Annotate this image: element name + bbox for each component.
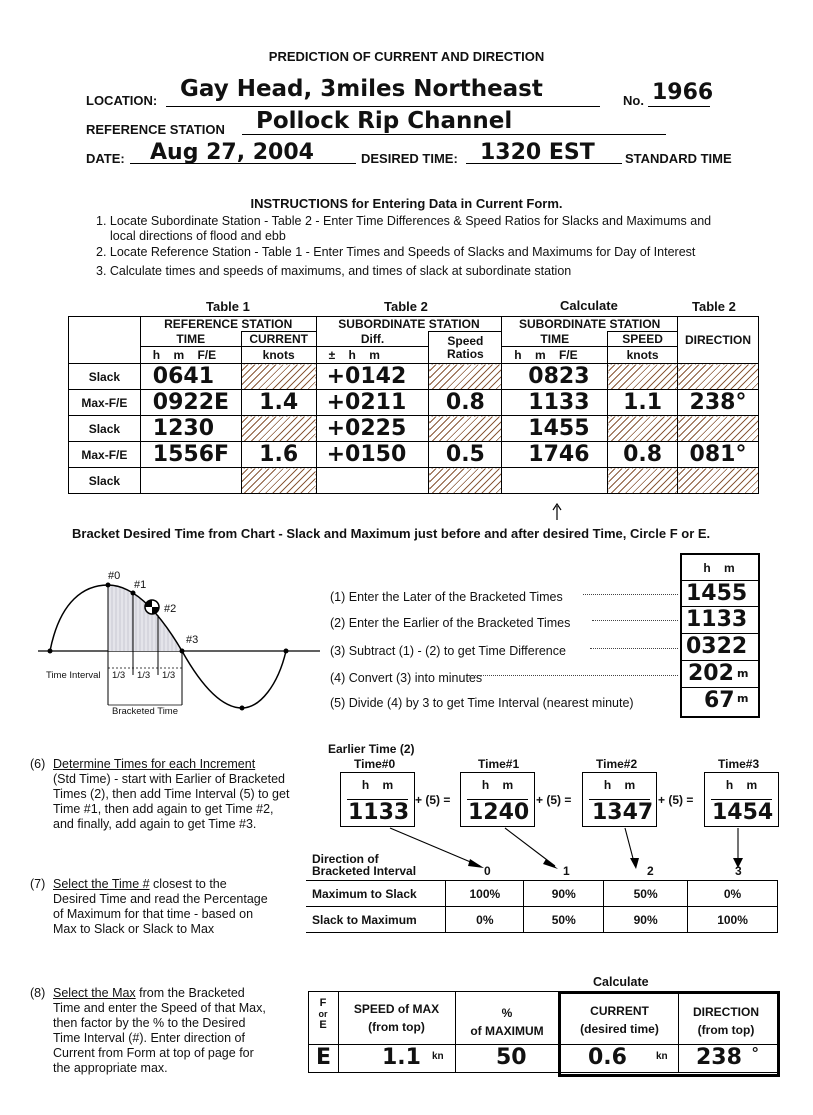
hatched-cell [608, 416, 678, 442]
speed-units: knots [608, 347, 678, 364]
ref-time-cell[interactable] [140, 468, 241, 494]
steps-hm-header: h m [703, 561, 735, 575]
step-6-line-1: (Std Time) - start with Earlier of Bracketed [53, 772, 286, 786]
leader-dots [583, 594, 678, 595]
instructions-title: INSTRUCTIONS for Entering Data in Current Form. [250, 196, 563, 211]
hatched-cell [429, 468, 502, 494]
bracketed-interval-label: Bracketed Interval [312, 864, 417, 878]
time-3-value[interactable]: 1454 [712, 800, 774, 825]
table-row [306, 907, 778, 933]
table-row [69, 364, 759, 390]
bracket-diagram [30, 565, 330, 725]
foe-header [308, 998, 338, 1031]
time-hm: h m [361, 778, 394, 792]
reference-station-value[interactable]: Pollock Rip Channel [256, 108, 513, 134]
speed-of-max-value[interactable]: 1.1 [382, 1045, 421, 1070]
leader-dots [592, 620, 678, 621]
direction-unit: ° [752, 1045, 759, 1062]
speed-header: SPEED [608, 332, 678, 347]
sub-time-cell[interactable]: 1133 [502, 390, 608, 416]
step-8-line-2: Time and enter the Speed of that Max, [53, 1001, 266, 1015]
hatched-cell [608, 468, 678, 494]
table-row [69, 416, 759, 442]
time-hm: h m [725, 778, 758, 792]
desired-time-value[interactable]: 1320 EST [480, 140, 595, 165]
table-row [306, 881, 778, 907]
time-1-label: Time#1 [478, 757, 520, 771]
main-current-table [68, 316, 759, 494]
ref-time-header: TIME [140, 332, 241, 347]
current-header: CURRENT [241, 332, 316, 347]
leader-dots [590, 648, 678, 649]
step-2-text: (2) Enter the Earlier of the Bracketed Times [330, 616, 571, 630]
sub-time-cell[interactable]: 0823 [502, 364, 608, 390]
time-2-label: Time#2 [596, 757, 638, 771]
step-5-unit: m [737, 692, 749, 705]
third-label-2: 1/3 [137, 670, 151, 681]
diff-cell[interactable]: +0211 [316, 390, 429, 416]
hatched-cell [678, 364, 759, 390]
diagram-label-0: #0 [108, 570, 121, 582]
sub-time-units: h m F/E [502, 347, 608, 364]
step-4-value[interactable]: 202 [688, 661, 734, 686]
hatched-cell [678, 416, 759, 442]
sub-station-header: SUBORDINATE STATION [316, 317, 502, 332]
ref-time-cell[interactable]: 0922E [140, 390, 241, 416]
plus-5-3: + (5) = [658, 793, 694, 807]
time-0-value[interactable]: 1133 [348, 800, 410, 825]
slack-to-max-label: Slack to Maximum [306, 907, 446, 933]
table2-direction-label: Table 2 [692, 299, 736, 314]
step-3-text: (3) Subtract (1) - (2) to get Time Difference [330, 644, 566, 658]
max-to-slack-label: Maximum to Slack [306, 881, 446, 907]
current-value[interactable]: 0.6 [588, 1045, 627, 1070]
direction-value[interactable]: 238 [696, 1045, 742, 1070]
instruction-1-cont: local directions of flood and ebb [110, 229, 286, 243]
time-interval-label: Time Interval [46, 670, 101, 681]
ref-time-cell[interactable]: 1556F [140, 442, 241, 468]
current-desired-header [561, 1002, 678, 1038]
direction-final-header [678, 1003, 774, 1039]
step-8-line-1: from the Bracketed [135, 986, 245, 1000]
step-5-value[interactable]: 67 [704, 688, 735, 713]
sub-time-cell[interactable] [502, 468, 608, 494]
speed-unit: kn [432, 1051, 444, 1062]
table1-label: Table 1 [206, 299, 250, 314]
diff-header: Diff. [316, 332, 429, 347]
step-7-first-line [53, 877, 227, 891]
table-row [69, 442, 759, 468]
direction-of-label: Direction of [312, 852, 379, 866]
location-label: LOCATION: [86, 93, 158, 108]
third-label-3: 1/3 [162, 670, 176, 681]
ref-time-cell[interactable]: 0641 [140, 364, 241, 390]
plus-5-2: + (5) = [536, 793, 572, 807]
time-3-label: Time#3 [718, 757, 760, 771]
reference-line [242, 134, 666, 135]
step-6-heading: Determine Times for each Increment [53, 757, 256, 771]
page-title: PREDICTION OF CURRENT AND DIRECTION [268, 49, 545, 64]
step-8-first-line [53, 986, 245, 1000]
step-3-value[interactable]: 0322 [686, 634, 748, 659]
step-7-line-2: Desired Time and read the Percentage [53, 892, 268, 906]
foe-e: E [319, 1019, 327, 1031]
row-label: Max-F/E [69, 442, 141, 468]
direction-cell[interactable]: 238° [678, 390, 759, 416]
pct-value[interactable]: 50 [496, 1045, 527, 1070]
time-0-box [340, 772, 415, 827]
step-4-text: (4) Convert (3) into minutes [330, 671, 483, 685]
direction-header: DIRECTION [678, 317, 759, 364]
step-8-label: (8) [30, 986, 46, 1000]
col-1: 1 [563, 864, 570, 878]
location-value[interactable]: Gay Head, 3miles Northeast [180, 76, 543, 102]
no-label: No. [623, 93, 644, 108]
pct-header-1: % [501, 1006, 513, 1020]
col-3: 3 [735, 864, 742, 878]
diagram-label-3: #3 [186, 634, 199, 646]
step-7-line-4: Max to Slack or Slack to Max [53, 922, 215, 936]
row-label: Max-F/E [69, 390, 141, 416]
plus-5-1: + (5) = [415, 793, 451, 807]
location-line [166, 106, 600, 107]
diff-cell[interactable]: +0142 [316, 364, 429, 390]
step-4-unit: m [737, 667, 749, 680]
diff-cell[interactable]: +0150 [316, 442, 429, 468]
no-line [648, 106, 710, 107]
step-8-line-5: Current from Form at top of page for [53, 1046, 254, 1060]
direction-header-1: DIRECTION [693, 1005, 759, 1019]
pct-cell: 90% [604, 907, 688, 933]
pct-cell: 0% [446, 907, 524, 933]
instruction-1: 1. Locate Subordinate Station - Table 2 - Enter Time Differences & Speed Ratios for Slacks and Maximums and [96, 214, 712, 228]
pct-cell: 90% [524, 881, 604, 907]
instruction-3: 3. Calculate times and speeds of maximums, and times of slack at subordinate station [96, 264, 572, 278]
speed-cell[interactable]: 1.1 [608, 390, 678, 416]
step-6-label: (6) [30, 757, 46, 771]
sub-time-cell[interactable]: 1455 [502, 416, 608, 442]
step-6-line-4: and finally, add again to get Time #3. [53, 817, 257, 831]
calculate-label-2: Calculate [593, 975, 649, 989]
step-7-heading: Select the Time # [53, 877, 150, 891]
current-header-1: CURRENT [590, 1004, 649, 1018]
hatched-cell [241, 416, 316, 442]
direction-header-2: (from top) [697, 1023, 755, 1037]
hatched-cell [678, 468, 759, 494]
step-6-line-2: Times (2), then add Time Interval (5) to get [53, 787, 290, 801]
ratio-cell[interactable]: 0.5 [429, 442, 502, 468]
current-units: knots [241, 347, 316, 364]
up-arrow-icon [550, 503, 564, 521]
time-to-percent-arrows [370, 826, 770, 876]
step-5-text: (5) Divide (4) by 3 to get Time Interval (nearest minute) [330, 696, 634, 710]
diff-units: ± h m [316, 347, 429, 364]
date-value[interactable]: Aug 27, 2004 [150, 140, 314, 165]
direction-cell[interactable]: 081° [678, 442, 759, 468]
step-8-line-3: then factor by the % to the Desired [53, 1016, 246, 1030]
sub-time-header: TIME [502, 332, 608, 347]
instruction-2: 2. Locate Reference Station - Table 1 - Enter Times and Speeds of Slacks and Maximums for Day of Interest [96, 245, 696, 259]
step-6-line-3: Time #1, then add again to get Time #2, [53, 802, 274, 816]
row-label: Slack [69, 416, 141, 442]
time-0-label: Time#0 [354, 757, 396, 771]
table-row [69, 468, 759, 494]
step-2-value[interactable]: 1133 [686, 607, 748, 632]
row-label: Slack [69, 468, 141, 494]
hatched-cell [241, 364, 316, 390]
percentage-table [306, 880, 778, 933]
third-label-1: 1/3 [112, 670, 126, 681]
leader-dots [468, 675, 678, 676]
time-1-box [460, 772, 535, 827]
pct-cell: 50% [604, 881, 688, 907]
bracketed-time-label: Bracketed Time [112, 706, 178, 717]
table2-label: Table 2 [384, 299, 428, 314]
step-8-heading: Select the Max [53, 986, 136, 1000]
pct-cell: 0% [688, 881, 778, 907]
speed-of-max-header [338, 1000, 455, 1036]
date-label: DATE: [86, 151, 125, 166]
step-1-text: (1) Enter the Later of the Bracketed Times [330, 590, 563, 604]
no-value[interactable]: 1966 [652, 80, 714, 105]
time-1-value[interactable]: 1240 [468, 800, 530, 825]
row-label: Slack [69, 364, 141, 390]
desired-time-label: DESIRED TIME: [361, 151, 458, 166]
ref-time-cell[interactable]: 1230 [140, 416, 241, 442]
table-row [69, 390, 759, 416]
pct-cell: 50% [524, 907, 604, 933]
ref-time-units: h m F/E [140, 347, 241, 364]
bracket-instruction: Bracket Desired Time from Chart - Slack and Maximum just before and after desired Time, Circle F or E. [72, 526, 711, 541]
current-header-2: (desired time) [580, 1022, 659, 1036]
step-7-label: (7) [30, 877, 46, 891]
earlier-time-label: Earlier Time (2) [328, 742, 415, 756]
sub-time-cell[interactable]: 1746 [502, 442, 608, 468]
step-8-line-4: Time Interval (#). Enter direction of [53, 1031, 245, 1045]
pct-header-2: of MAXIMUM [470, 1024, 544, 1038]
diff-cell[interactable]: +0225 [316, 416, 429, 442]
hatched-cell [241, 468, 316, 494]
col-2: 2 [647, 864, 654, 878]
foe-or: or [318, 1009, 328, 1019]
pct-cell: 100% [446, 881, 524, 907]
speed-header-2: (from top) [368, 1020, 425, 1034]
hatched-cell [608, 364, 678, 390]
pct-max-header [455, 1004, 559, 1040]
current-cell[interactable]: 1.6 [241, 442, 316, 468]
diff-cell[interactable] [316, 468, 429, 494]
step-8-line-6: the appropriate max. [53, 1061, 168, 1075]
standard-time-label: STANDARD TIME [625, 151, 732, 166]
ref-station-header: REFERENCE STATION [140, 317, 316, 332]
current-cell[interactable]: 1.4 [241, 390, 316, 416]
step-7-line-3: of Maximum for that time - based on [53, 907, 254, 921]
calc-sub-station-header: SUBORDINATE STATION [502, 317, 678, 332]
time-2-value[interactable]: 1347 [592, 800, 654, 825]
step-1-value[interactable]: 1455 [686, 581, 748, 606]
speed-header-1: SPEED of MAX [353, 1002, 440, 1016]
row-label-header [69, 317, 141, 364]
step-7-line-1: closest to the [149, 877, 227, 891]
time-hm: h m [603, 778, 636, 792]
hatched-cell [429, 416, 502, 442]
diagram-label-2: #2 [164, 603, 177, 615]
speed-ratios-header: Speed Ratios [429, 332, 502, 364]
time-2-box [582, 772, 657, 827]
col-0: 0 [484, 864, 491, 878]
foe-f: F [319, 997, 327, 1009]
time-hm: h m [481, 778, 514, 792]
hatched-cell [429, 364, 502, 390]
ratio-cell[interactable]: 0.8 [429, 390, 502, 416]
speed-cell[interactable]: 0.8 [608, 442, 678, 468]
current-unit: kn [656, 1051, 668, 1062]
foe-value[interactable]: E [316, 1045, 332, 1070]
calculate-label: Calculate [560, 298, 618, 313]
time-3-box [704, 772, 779, 827]
diagram-label-1: #1 [134, 579, 147, 591]
reference-station-label: REFERENCE STATION [86, 122, 225, 137]
pct-cell: 100% [688, 907, 778, 933]
